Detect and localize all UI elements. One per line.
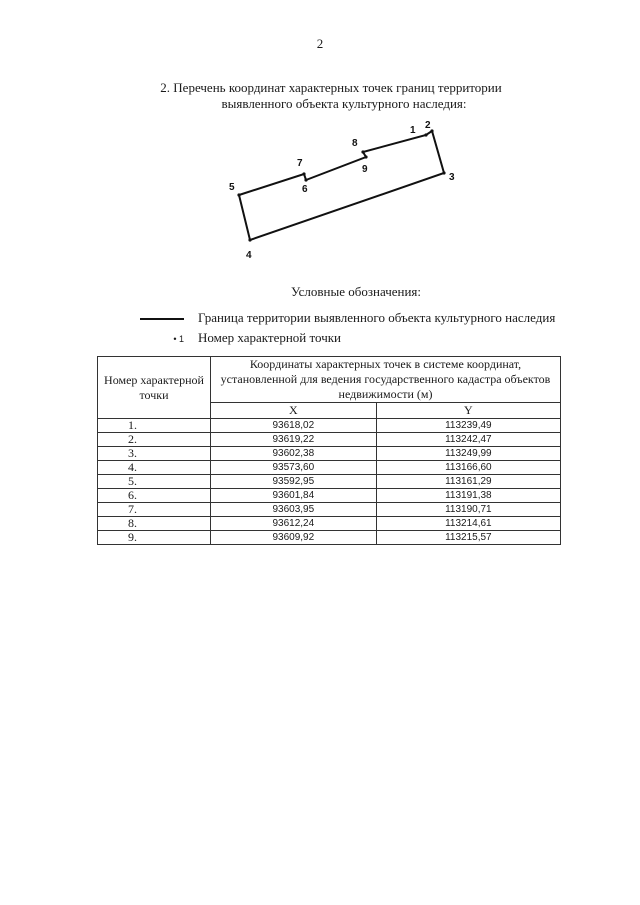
y-value: 113239,49: [376, 419, 560, 433]
point-marker-4: [248, 238, 251, 241]
point-marker-6: [304, 178, 307, 181]
y-header: Y: [376, 403, 560, 419]
y-value: 113191,38: [376, 489, 560, 503]
point-number: 1.: [98, 419, 211, 433]
x-value: 93603,95: [211, 503, 377, 517]
legend-boundary-label: Граница территории выявленного объекта культурного наследия: [198, 310, 556, 325]
point-marker-8: [361, 150, 364, 153]
y-value: 113249,99: [376, 447, 560, 461]
legend-point-row: [140, 330, 341, 346]
y-value: 113190,71: [376, 503, 560, 517]
y-value: 113166,60: [376, 461, 560, 475]
legend-title: Условные обозначения:: [290, 284, 422, 299]
point-label-8: 8: [352, 138, 358, 149]
point-marker-3: [442, 171, 445, 174]
x-value: 93592,95: [211, 475, 377, 489]
table-row: [98, 531, 561, 545]
x-value: 93601,84: [211, 489, 377, 503]
point-number: 8.: [98, 517, 211, 531]
point-label-5: 5: [229, 182, 235, 193]
x-value: 93612,24: [211, 517, 377, 531]
point-number: 4.: [98, 461, 211, 475]
boundary-line-symbol: [140, 318, 184, 320]
table-row: [98, 489, 561, 503]
point-number: 3.: [98, 447, 211, 461]
x-value: 93602,38: [211, 447, 377, 461]
table-row: [98, 475, 561, 489]
point-marker-7: [302, 172, 305, 175]
point-label-2: 2: [425, 120, 431, 131]
y-value: 113242,47: [376, 433, 560, 447]
point-marker-5: [237, 193, 240, 196]
point-label-1: 1: [410, 125, 416, 136]
point-marker-9: [364, 155, 367, 158]
heading-line-1: 2. Перечень координат характерных точек границ территории: [160, 80, 502, 95]
point-number: 7.: [98, 503, 211, 517]
point-number: 2.: [98, 433, 211, 447]
point-label-4: 4: [246, 250, 252, 261]
point-number: 9.: [98, 531, 211, 545]
legend-boundary-row: [140, 310, 555, 326]
table-row: [98, 419, 561, 433]
point-label-3: 3: [449, 172, 455, 183]
table-row: [98, 461, 561, 475]
table-row: [98, 433, 561, 447]
table-row: [98, 503, 561, 517]
boundary-scheme: [0, 0, 640, 280]
point-number-header: Номер характерной точки: [98, 357, 211, 419]
point-symbol: • 1: [173, 334, 184, 344]
x-value: 93609,92: [211, 531, 377, 545]
y-value: 113215,57: [376, 531, 560, 545]
x-value: 93573,60: [211, 461, 377, 475]
point-label-7: 7: [297, 158, 303, 169]
page-number: 2: [316, 36, 324, 51]
y-value: 113161,29: [376, 475, 560, 489]
legend-point-label: Номер характерной точки: [198, 330, 341, 345]
x-value: 93618,02: [211, 419, 377, 433]
boundary-line: [239, 131, 444, 240]
table-row: [98, 447, 561, 461]
coordinates-header: Координаты характерных точек в системе координат, установленной для ведения государственного кадастра объектов недвижимости (м): [211, 357, 561, 403]
point-marker-1: [424, 133, 427, 136]
point-number: 6.: [98, 489, 211, 503]
point-label-9: 9: [362, 164, 368, 175]
y-value: 113214,61: [376, 517, 560, 531]
point-marker-2: [430, 129, 433, 132]
coordinates-table: [97, 356, 561, 545]
point-number: 5.: [98, 475, 211, 489]
heading-line-2: выявленного объекта культурного наследия:: [221, 96, 467, 111]
point-label-6: 6: [302, 184, 308, 195]
table-row: [98, 517, 561, 531]
x-value: 93619,22: [211, 433, 377, 447]
x-header: X: [211, 403, 377, 419]
